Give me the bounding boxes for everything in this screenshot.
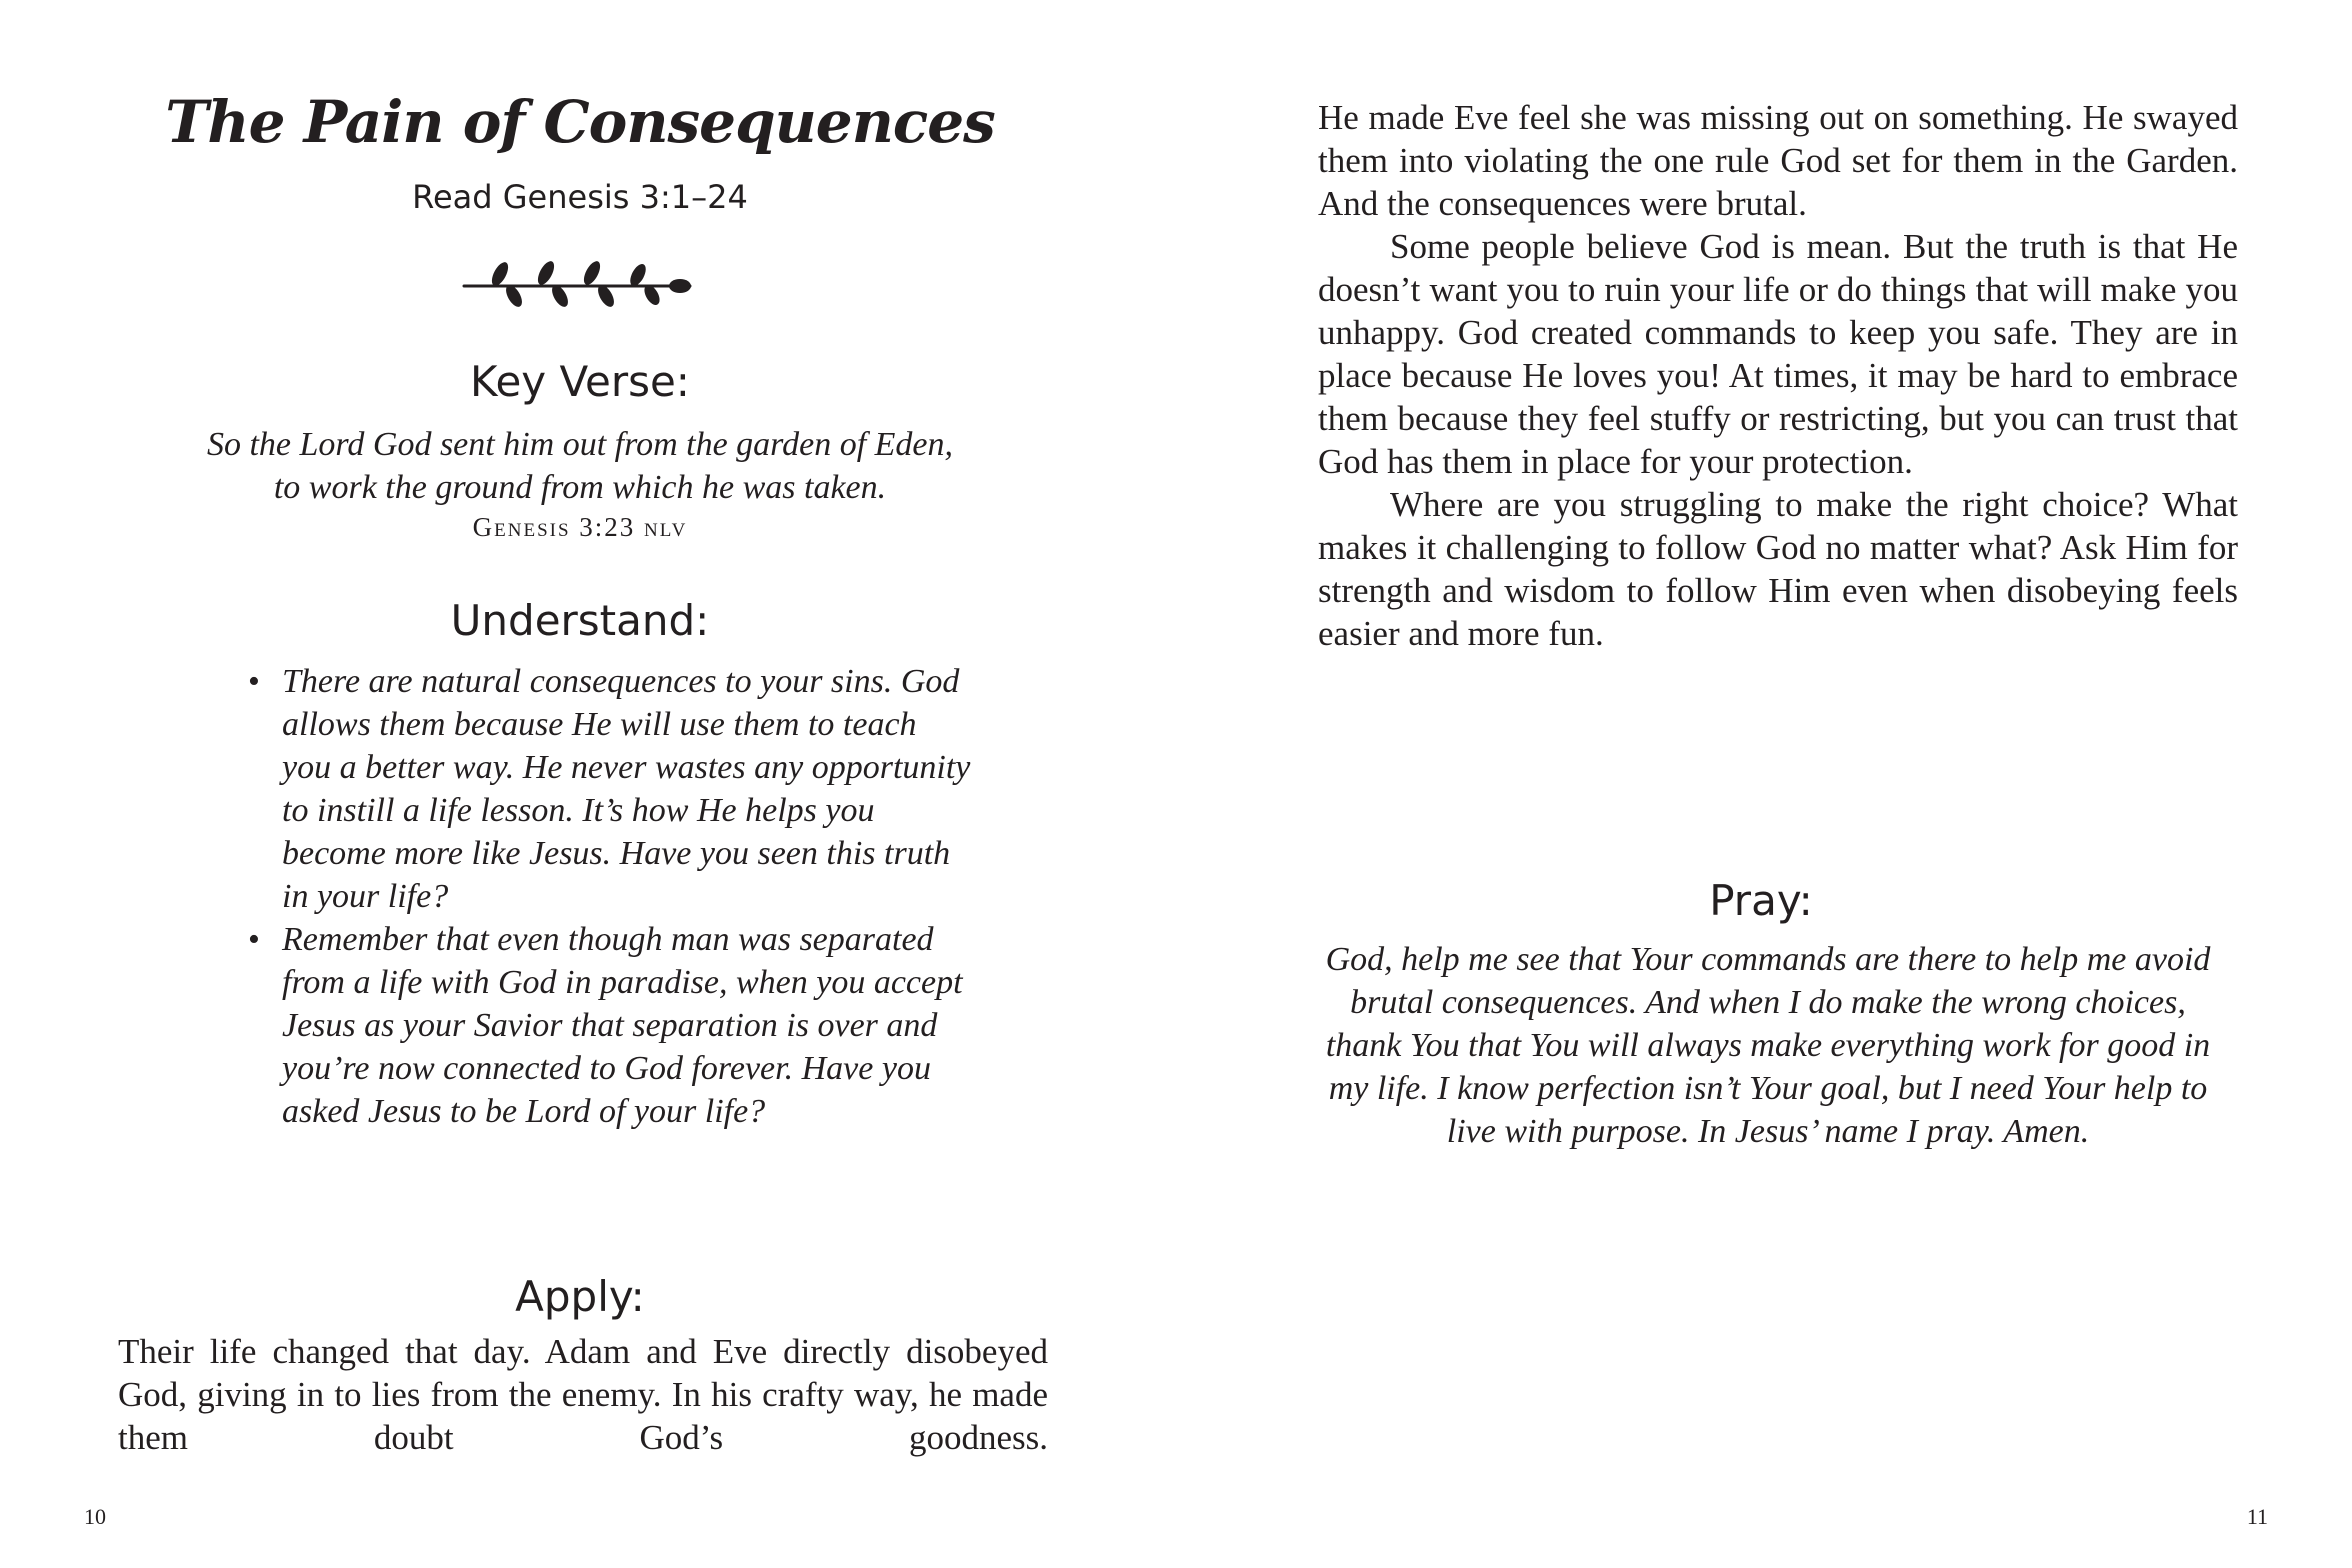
list-item: [242, 660, 972, 918]
apply-heading: Apply:: [515, 1272, 645, 1321]
body-paragraph: Where are you struggling to make the right choice? What makes it challenging to follow God no matter what? Ask Him for strength and wisdom to follow Him even when disobeying feels easier and more fun.: [1318, 485, 2238, 653]
reading-reference: Read Genesis 3:1–24: [412, 178, 748, 216]
right-page: [1176, 0, 2352, 1568]
bullet-icon: •: [248, 921, 260, 958]
list-item-text: There are natural consequences to your sins. God allows them because He will use them to teach you a better way. He never wastes any opportunity to instill a life lesson. It’s how He helps you become more like Jesus. Have you seen this truth in your life?: [282, 663, 971, 915]
page-number: 10: [84, 1504, 106, 1529]
understand-list: [242, 660, 972, 1133]
bullet-icon: •: [248, 663, 260, 700]
body-paragraph: Some people believe God is mean. But the truth is that He doesn’t want you to ruin your life or do things that will make you unhappy. God created commands to keep you safe. They are in place because He loves you! At times, it may be hard to embrace them because they feel stuffy or restricting, but you can trust that God has them in place for your protection.: [1318, 227, 2238, 481]
page-number: 11: [2246, 1504, 2268, 1529]
key-verse-line: So the Lord God sent him out from the garden of Eden,: [206, 426, 954, 463]
leaf-vine-icon: [462, 258, 692, 310]
list-item: [242, 918, 972, 1133]
key-verse-text: [110, 423, 1050, 509]
list-item-text: Remember that even though man was separated from a life with God in paradise, when you accept Jesus as your Savior that separation is over and you’re now connected to God forever. Have you asked Jesus to be Lord of your life?: [282, 921, 963, 1130]
page-title: The Pain of Consequences: [165, 88, 995, 156]
pray-heading: Pray:: [1709, 876, 1813, 925]
apply-paragraph: Their life changed that day. Adam and Eve directly disobeyed God, giving in to lies from the enemy. In his crafty way, he made them doubt God’s goodness.: [118, 1332, 1048, 1457]
body-paragraph: He made Eve feel she was missing out on something. He swayed them into violating the one rule God set for them in the Garden. And the consequences were brutal.: [1318, 98, 2238, 223]
prayer-text: God, help me see that Your commands are there to help me avoid brutal consequences. And when I do make the wrong choices, thank You that You will always make everything work for good in my life. I know perfection isn’t Your goal, but I need Your help to live with purpose. In Jesus’ name I pray. Amen.: [1325, 941, 2211, 1150]
key-verse-heading: Key Verse:: [470, 357, 690, 406]
body-text: [1318, 96, 2238, 655]
key-verse-line: to work the ground from which he was taken.: [273, 469, 887, 506]
understand-heading: Understand:: [450, 596, 710, 645]
key-verse-reference: Genesis 3:23 nlv: [472, 512, 688, 542]
